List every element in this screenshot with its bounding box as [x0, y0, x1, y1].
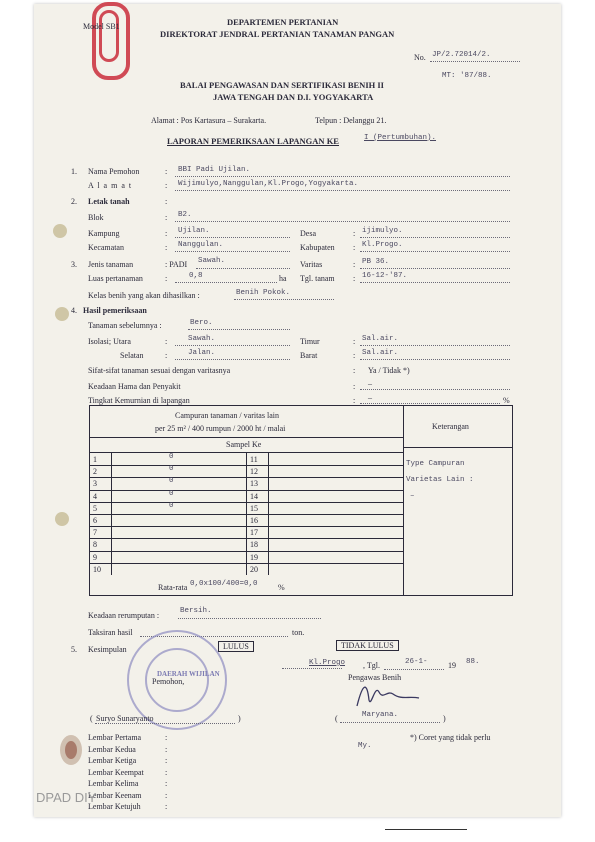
- kelas-value: Benih Pokok.: [236, 289, 291, 297]
- table-row-line: [89, 538, 246, 539]
- table-row-line: [246, 538, 403, 539]
- table-row-line: [89, 477, 246, 478]
- colon: :: [165, 197, 168, 206]
- varitas-value: PB 36.: [362, 258, 390, 266]
- table-row-line: [246, 526, 403, 527]
- mt-value: MT: '87/88.: [442, 72, 492, 80]
- colon: :: [165, 274, 168, 283]
- official-stamp-inner: [145, 648, 209, 712]
- table-row-line: [89, 502, 246, 503]
- table-column-line: [246, 453, 247, 575]
- isolasi-label: Isolasi; Utara: [88, 337, 131, 346]
- table-row-line: [89, 563, 246, 564]
- signature-icon: [353, 678, 423, 712]
- dotted-line: [178, 618, 321, 619]
- dotted-line: [95, 723, 235, 724]
- hama-value: –: [368, 379, 372, 388]
- pengawas-name: Maryana.: [362, 711, 399, 719]
- colon: :: [353, 366, 356, 375]
- colon: :: [165, 167, 168, 176]
- colon: :: [353, 229, 356, 238]
- keterangan-header: Keterangan: [432, 422, 469, 431]
- rumput-value: Bersih.: [180, 607, 212, 615]
- table-row-line: [246, 477, 403, 478]
- dotted-line: [360, 251, 510, 252]
- dotted-line: [175, 345, 290, 346]
- dotted-line: [234, 299, 334, 300]
- kelas-label: Kelas benih yang akan dihasilkan :: [88, 291, 200, 300]
- initials: My.: [358, 742, 372, 750]
- table-row-line: [89, 514, 246, 515]
- taksiran-label: Taksiran hasil: [88, 628, 133, 637]
- selatan-label: Selatan: [120, 351, 144, 360]
- table-header-2: per 25 m² / 400 rumpun / 2000 ht / malai: [155, 424, 286, 433]
- watermark: DPAD DIY: [36, 790, 97, 805]
- desa-label: Desa: [300, 229, 316, 238]
- tgl-value: 26-1-: [405, 658, 428, 666]
- kampung-label: Kampung: [88, 229, 120, 238]
- timur-value: Sal.air.: [362, 335, 399, 343]
- sampel-header: Sampel Ke: [226, 440, 262, 449]
- table-row-line: [89, 490, 246, 491]
- sample-number: 3: [93, 479, 97, 489]
- distribution-item: Lembar Keempat: [88, 767, 144, 777]
- colon: :: [165, 802, 168, 811]
- sample-number: 11: [250, 455, 258, 464]
- punch-hole: [55, 512, 69, 526]
- balai-line-2: JAWA TENGAH DAN D.I. YOGYAKARTA: [213, 92, 374, 102]
- coret-note: *) Coret yang tidak perlu: [410, 733, 491, 742]
- table-row-line: [246, 514, 403, 515]
- dotted-line: [360, 359, 510, 360]
- sample-number: 1: [93, 455, 97, 464]
- sample-number: 19: [250, 552, 258, 562]
- barat-value: Sal.air.: [362, 349, 399, 357]
- sample-number: 14: [250, 491, 258, 501]
- sample-value: 0: [169, 501, 174, 510]
- sample-number: 9: [93, 552, 97, 562]
- table-divider: [89, 437, 403, 438]
- item-number-2: 2.: [71, 197, 77, 206]
- report-value: I (Pertumbuhan).: [364, 134, 437, 142]
- blok-label: Blok: [88, 213, 104, 222]
- table-divider: [403, 447, 512, 448]
- sample-value: 0: [169, 489, 174, 498]
- jenis-prefix: : PADI: [165, 260, 188, 269]
- colon: :: [353, 274, 356, 283]
- sebelum-label: Tanaman sebelumnya :: [88, 321, 162, 330]
- no-value: JP/2.72014/2.: [432, 51, 491, 59]
- kemurnian-unit: %: [503, 396, 510, 405]
- item-number-4: 4.: [71, 306, 77, 315]
- sample-number: 20: [250, 564, 258, 574]
- sample-number: 8: [93, 540, 97, 550]
- dotted-line: [360, 345, 510, 346]
- table-header-1: Campuran tanaman / varitas lain: [175, 411, 279, 420]
- open-paren: (: [335, 714, 338, 723]
- balai-line-1: BALAI PENGAWASAN DAN SERTIFIKASI BENIH II: [180, 80, 384, 90]
- table-divider: [403, 405, 404, 595]
- utara-value: Sawah.: [188, 335, 216, 343]
- dotted-line: [175, 282, 277, 283]
- footer-rule: [385, 829, 467, 830]
- colon: :: [165, 767, 168, 777]
- rata-value: 0,0x100/400=0,0: [190, 580, 258, 588]
- table-row-line: [246, 551, 403, 552]
- sample-number: 5: [93, 503, 97, 513]
- sample-number: 12: [250, 467, 258, 477]
- sample-number: 16: [250, 516, 258, 525]
- colon: :: [165, 213, 168, 222]
- tgl-label: , Tgl.: [363, 661, 380, 670]
- barat-label: Barat: [300, 351, 318, 360]
- table-row-line: [89, 551, 246, 552]
- table-row-line: [246, 563, 403, 564]
- selatan-value: Jalan.: [188, 349, 216, 357]
- sample-number: 6: [93, 516, 97, 525]
- dotted-line: [175, 359, 290, 360]
- tgl-tanam-label: Tgl. tanam: [300, 274, 335, 283]
- item-number-5: 5.: [71, 645, 77, 654]
- alamat-label: A l a m a t: [88, 181, 133, 190]
- colon: :: [165, 337, 168, 346]
- sample-number: 13: [250, 479, 258, 489]
- table-row-line: [89, 526, 246, 527]
- colon: :: [353, 337, 356, 346]
- keterangan-value-1: Type Campuran: [406, 460, 465, 468]
- sample-value: 0: [169, 453, 174, 461]
- keterangan-value-3: –: [410, 492, 415, 500]
- sample-value: 0: [169, 465, 174, 474]
- distribution-item: Lembar Ketiga: [88, 756, 137, 765]
- sample-number: 18: [250, 540, 258, 550]
- varitas-label: Varitas: [300, 260, 323, 269]
- pemohon-label: Pemohon,: [152, 677, 185, 686]
- pengawas-label: Pengawas Benih: [348, 673, 402, 682]
- colon: :: [165, 733, 168, 742]
- colon: :: [165, 779, 168, 788]
- hama-label: Keadaan Hama dan Penyakit: [88, 382, 181, 391]
- item-number-1: 1.: [71, 167, 77, 176]
- close-paren: ): [443, 714, 446, 723]
- department-name: DEPARTEMEN PERTANIAN: [227, 17, 339, 27]
- colon: :: [165, 243, 168, 252]
- dotted-line: [175, 237, 290, 238]
- place-value: Kl.Progo: [309, 659, 346, 667]
- hasil-label: Hasil pemeriksaan: [83, 306, 147, 315]
- jenis-label: Jenis tanaman: [88, 260, 134, 269]
- table-column-line: [268, 453, 269, 575]
- dotted-line: [360, 282, 510, 283]
- dotted-line: [196, 268, 290, 269]
- year-value: 88.: [466, 658, 480, 666]
- tgl-tanam-value: 16-12-'87.: [362, 272, 408, 280]
- colon: :: [353, 243, 356, 252]
- luas-unit: ha: [279, 274, 287, 283]
- colon: :: [353, 260, 356, 269]
- table-row-line: [89, 465, 246, 466]
- rumput-label: Keadaan rerumputan :: [88, 611, 160, 620]
- dotted-line: [175, 251, 290, 252]
- alamat-value: Wijimulyo,Nanggulan,Kl.Progo,Yogyakarta.: [178, 180, 359, 188]
- table-row-line: [246, 465, 403, 466]
- blok-value: B2.: [178, 211, 192, 219]
- sifat-label: Sifat-sifat tanaman sesuai dengan varitasnya: [88, 366, 231, 375]
- lulus-box: LULUS: [218, 641, 254, 652]
- kabupaten-label: Kabupaten: [300, 243, 335, 252]
- sample-number: 7: [93, 528, 97, 538]
- report-title: LAPORAN PEMERIKSAAN LAPANGAN KE: [167, 136, 339, 146]
- kabupaten-value: Kl.Progo.: [362, 241, 403, 249]
- sample-number: 4: [93, 491, 97, 501]
- dotted-line: [384, 669, 444, 670]
- distribution-item: Lembar Kedua: [88, 744, 136, 754]
- directorate-name: DIREKTORAT JENDRAL PERTANIAN TANAMAN PANGAN: [160, 29, 395, 39]
- kecamatan-value: Nanggulan.: [178, 241, 224, 249]
- pemohon-name: Suryo Sunaryanto: [96, 714, 154, 723]
- nama-label: Nama Pemohon: [88, 167, 140, 176]
- colon: :: [165, 229, 168, 238]
- sample-table: [89, 405, 513, 596]
- taksiran-unit: ton.: [292, 628, 305, 637]
- sample-number: 17: [250, 528, 258, 538]
- kemurnian-value: –: [368, 393, 372, 402]
- tidak-lulus-box: TIDAK LULUS: [336, 640, 399, 651]
- keterangan-value-2: Varietas Lain :: [406, 476, 474, 484]
- colon: :: [165, 790, 168, 800]
- sample-value: 0: [169, 477, 174, 486]
- table-row-line: [246, 502, 403, 503]
- no-label: No.: [414, 53, 426, 62]
- letak-label: Letak tanah: [88, 197, 130, 206]
- colon: :: [165, 744, 168, 754]
- emblem-icon: [58, 733, 84, 767]
- paperclip-inner-icon: [99, 10, 119, 62]
- model-code: Model SB1: [83, 22, 120, 31]
- dotted-line: [360, 268, 510, 269]
- colon: :: [165, 756, 168, 765]
- colon: :: [165, 181, 168, 190]
- jenis-value: Sawah.: [198, 257, 226, 265]
- open-paren: (: [90, 714, 93, 723]
- item-number-3: 3.: [71, 260, 77, 269]
- address: Alamat : Pos Kartasura – Surakarta.: [151, 116, 267, 125]
- punch-hole: [53, 224, 67, 238]
- colon: :: [165, 351, 168, 360]
- rata-unit: %: [278, 583, 285, 592]
- punch-hole: [55, 307, 69, 321]
- colon: :: [353, 351, 356, 360]
- dotted-line: [282, 668, 342, 669]
- dotted-line: [360, 389, 510, 390]
- dotted-line: [188, 329, 290, 330]
- close-paren: ): [238, 714, 241, 723]
- dotted-line: [175, 176, 510, 177]
- kesimpulan-label: Kesimpulan: [88, 645, 127, 654]
- table-column-line: [111, 453, 112, 575]
- dotted-line: [175, 221, 510, 222]
- luas-value: 0,8: [189, 272, 203, 280]
- table-row-line: [246, 490, 403, 491]
- year-label: 19: [448, 661, 456, 670]
- stamp-text: DAERAH WIJILAN: [157, 670, 220, 678]
- rata-label: Rata-rata: [158, 583, 188, 592]
- distribution-item: Lembar Ketujuh: [88, 802, 141, 811]
- kemurnian-label: Tingkat Kemurnian di lapangan: [88, 396, 190, 405]
- dotted-line: [175, 190, 510, 191]
- dotted-line: [430, 61, 520, 62]
- nama-value: BBI Padi Ujilan.: [178, 166, 251, 174]
- distribution-item: Lembar Keenam: [88, 790, 142, 800]
- sebelum-value: Bero.: [190, 319, 213, 327]
- kecamatan-label: Kecamatan: [88, 243, 124, 252]
- timur-label: Timur: [300, 337, 320, 346]
- sample-number: 2: [93, 467, 97, 477]
- sample-number: 15: [250, 503, 258, 513]
- colon: :: [353, 382, 356, 391]
- dotted-line: [360, 403, 500, 404]
- desa-value: ijimulyo.: [362, 227, 403, 235]
- kampung-value: Ujilan.: [178, 227, 210, 235]
- dotted-line: [360, 237, 510, 238]
- sample-number: 10: [93, 564, 101, 574]
- colon: :: [353, 396, 356, 405]
- luas-label: Luas pertanaman: [88, 274, 143, 283]
- distribution-item: Lembar Kelima: [88, 779, 139, 788]
- distribution-item: Lembar Pertama: [88, 733, 142, 742]
- sifat-value: Ya / Tidak *): [368, 366, 410, 375]
- dotted-line: [340, 722, 440, 723]
- phone: Telpun : Delanggu 21.: [315, 116, 387, 125]
